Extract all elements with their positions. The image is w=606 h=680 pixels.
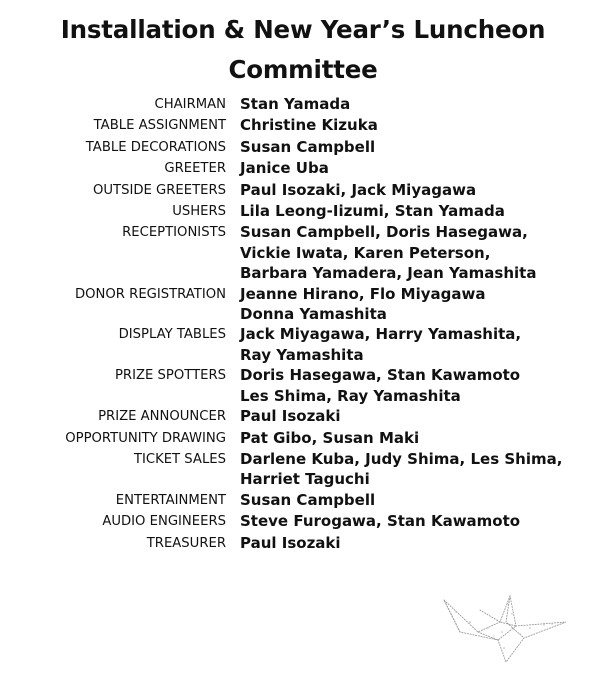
member-line: Darlene Kuba, Judy Shima, Les Shima, xyxy=(240,449,563,468)
committee-row xyxy=(0,365,606,406)
committee-role: DISPLAY TABLES xyxy=(118,327,226,343)
committee-row xyxy=(0,284,606,325)
committee-roster xyxy=(0,94,606,554)
committee-row xyxy=(0,180,606,201)
committee-members xyxy=(226,324,606,365)
member-line: Steve Furogawa, Stan Kawamoto xyxy=(240,512,521,531)
committee-role: ENTERTAINMENT xyxy=(115,492,226,508)
committee-row xyxy=(0,137,606,158)
committee-members xyxy=(226,284,606,325)
committee-row xyxy=(0,449,606,490)
title-line-1: Installation & New Year’s Luncheon xyxy=(60,15,546,44)
committee-role: DONOR REGISTRATION xyxy=(75,286,226,302)
page-title xyxy=(0,10,606,90)
member-line: Paul Isozaki, Jack Miyagawa xyxy=(240,180,477,199)
committee-members xyxy=(226,94,606,114)
title-line-2: Committee xyxy=(228,55,378,84)
committee-role: CHAIRMAN xyxy=(154,97,226,112)
committee-members xyxy=(226,365,606,406)
committee-members xyxy=(226,222,606,283)
committee-members xyxy=(226,137,606,157)
committee-members xyxy=(226,428,606,448)
member-line: Ray Yamashita xyxy=(240,345,364,364)
committee-role: TABLE ASSIGNMENT xyxy=(93,118,226,134)
committee-members xyxy=(226,201,606,221)
member-line: Susan Campbell xyxy=(240,137,376,156)
committee-members xyxy=(226,115,606,135)
member-line: Susan Campbell, Doris Hasegawa, xyxy=(240,223,528,242)
member-line: Donna Yamashita xyxy=(240,305,387,324)
committee-row xyxy=(0,428,606,449)
member-line: Les Shima, Ray Yamashita xyxy=(240,386,461,405)
committee-row xyxy=(0,324,606,365)
member-line: Jeanne Hirano, Flo Miyagawa xyxy=(240,284,486,303)
committee-members xyxy=(226,511,606,531)
committee-row xyxy=(0,533,606,554)
committee-row xyxy=(0,490,606,511)
committee-members xyxy=(226,406,606,426)
committee-members xyxy=(226,490,606,510)
committee-row xyxy=(0,406,606,427)
committee-role: TREASURER xyxy=(146,535,226,551)
member-line: Christine Kizuka xyxy=(240,116,378,135)
committee-row xyxy=(0,158,606,179)
member-line: Stan Yamada xyxy=(240,95,351,113)
committee-role: OPPORTUNITY DRAWING xyxy=(65,430,226,446)
committee-members xyxy=(226,180,606,200)
member-line: Susan Campbell xyxy=(240,490,376,509)
committee-role: AUDIO ENGINEERS xyxy=(102,514,226,530)
committee-role: PRIZE SPOTTERS xyxy=(114,368,226,384)
committee-row xyxy=(0,511,606,532)
committee-row xyxy=(0,201,606,222)
member-line: Vickie Iwata, Karen Peterson, xyxy=(240,243,491,262)
committee-role: OUTSIDE GREETERS xyxy=(93,182,226,198)
committee-role: USHERS xyxy=(172,204,226,220)
member-line: Harriet Taguchi xyxy=(240,470,370,489)
member-line: Paul Isozaki xyxy=(240,407,341,426)
committee-role: RECEPTIONISTS xyxy=(122,225,226,241)
member-line: Janice Uba xyxy=(240,159,329,178)
committee-role: PRIZE ANNOUNCER xyxy=(98,409,226,425)
committee-role: GREETER xyxy=(164,161,226,177)
member-line: Pat Gibo, Susan Maki xyxy=(240,428,420,447)
member-line: Lila Leong-Iizumi, Stan Yamada xyxy=(240,202,505,221)
committee-members xyxy=(226,449,606,490)
committee-members xyxy=(226,158,606,178)
committee-role: TABLE DECORATIONS xyxy=(85,139,226,155)
paper-crane-icon xyxy=(440,592,570,666)
committee-row xyxy=(0,94,606,115)
member-line: Jack Miyagawa, Harry Yamashita, xyxy=(240,325,522,344)
member-line: Doris Hasegawa, Stan Kawamoto xyxy=(240,366,521,385)
member-line: Paul Isozaki xyxy=(240,533,341,552)
committee-row xyxy=(0,115,606,136)
member-line: Barbara Yamadera, Jean Yamashita xyxy=(240,264,537,283)
committee-row xyxy=(0,222,606,283)
committee-members xyxy=(226,533,606,553)
committee-role: TICKET SALES xyxy=(133,451,226,467)
